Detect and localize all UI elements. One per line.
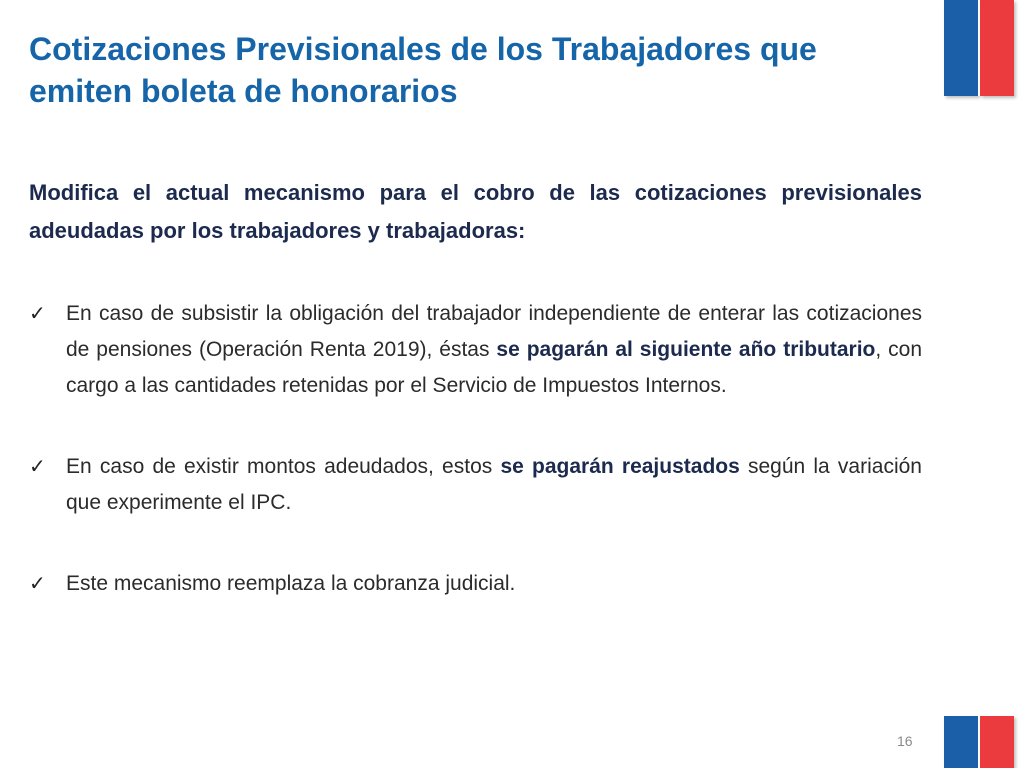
bullet-item (29, 449, 922, 521)
flag-logo-top (944, 0, 1014, 96)
checkmark-icon: ✓ (29, 573, 46, 595)
flag-red-stripe (980, 716, 1014, 768)
bullet-text: En caso de subsistir la obligación del trabajador independiente de enterar las cotizaciones de pensiones (Operación Renta 2019), éstas se pagarán al siguiente año tributario, con cargo a las cantidades retenidas por el Servicio de Impuestos Internos. (66, 302, 922, 397)
flag-red-stripe (980, 0, 1014, 96)
bullet-item (29, 296, 922, 404)
bullet-list (29, 296, 922, 602)
checkmark-icon: ✓ (29, 303, 46, 325)
slide-title: Cotizaciones Previsionales de los Trabajadores que emiten boleta de honorarios (29, 31, 817, 109)
flag-blue-stripe (944, 0, 978, 96)
flag-logo-bottom (944, 716, 1014, 768)
bullet-text: Este mecanismo reemplaza la cobranza judicial. (66, 572, 516, 595)
flag-blue-stripe (944, 716, 978, 768)
intro-paragraph: Modifica el actual mecanismo para el cobro de las cotizaciones previsionales adeudadas por los trabajadores y trabajadoras: (29, 180, 922, 243)
checkmark-icon: ✓ (29, 456, 46, 478)
bullet-item (29, 566, 922, 602)
page-number: 16 (897, 733, 913, 749)
bullet-text: En caso de existir montos adeudados, estos se pagarán reajustados según la variación que experimente el IPC. (66, 455, 922, 514)
